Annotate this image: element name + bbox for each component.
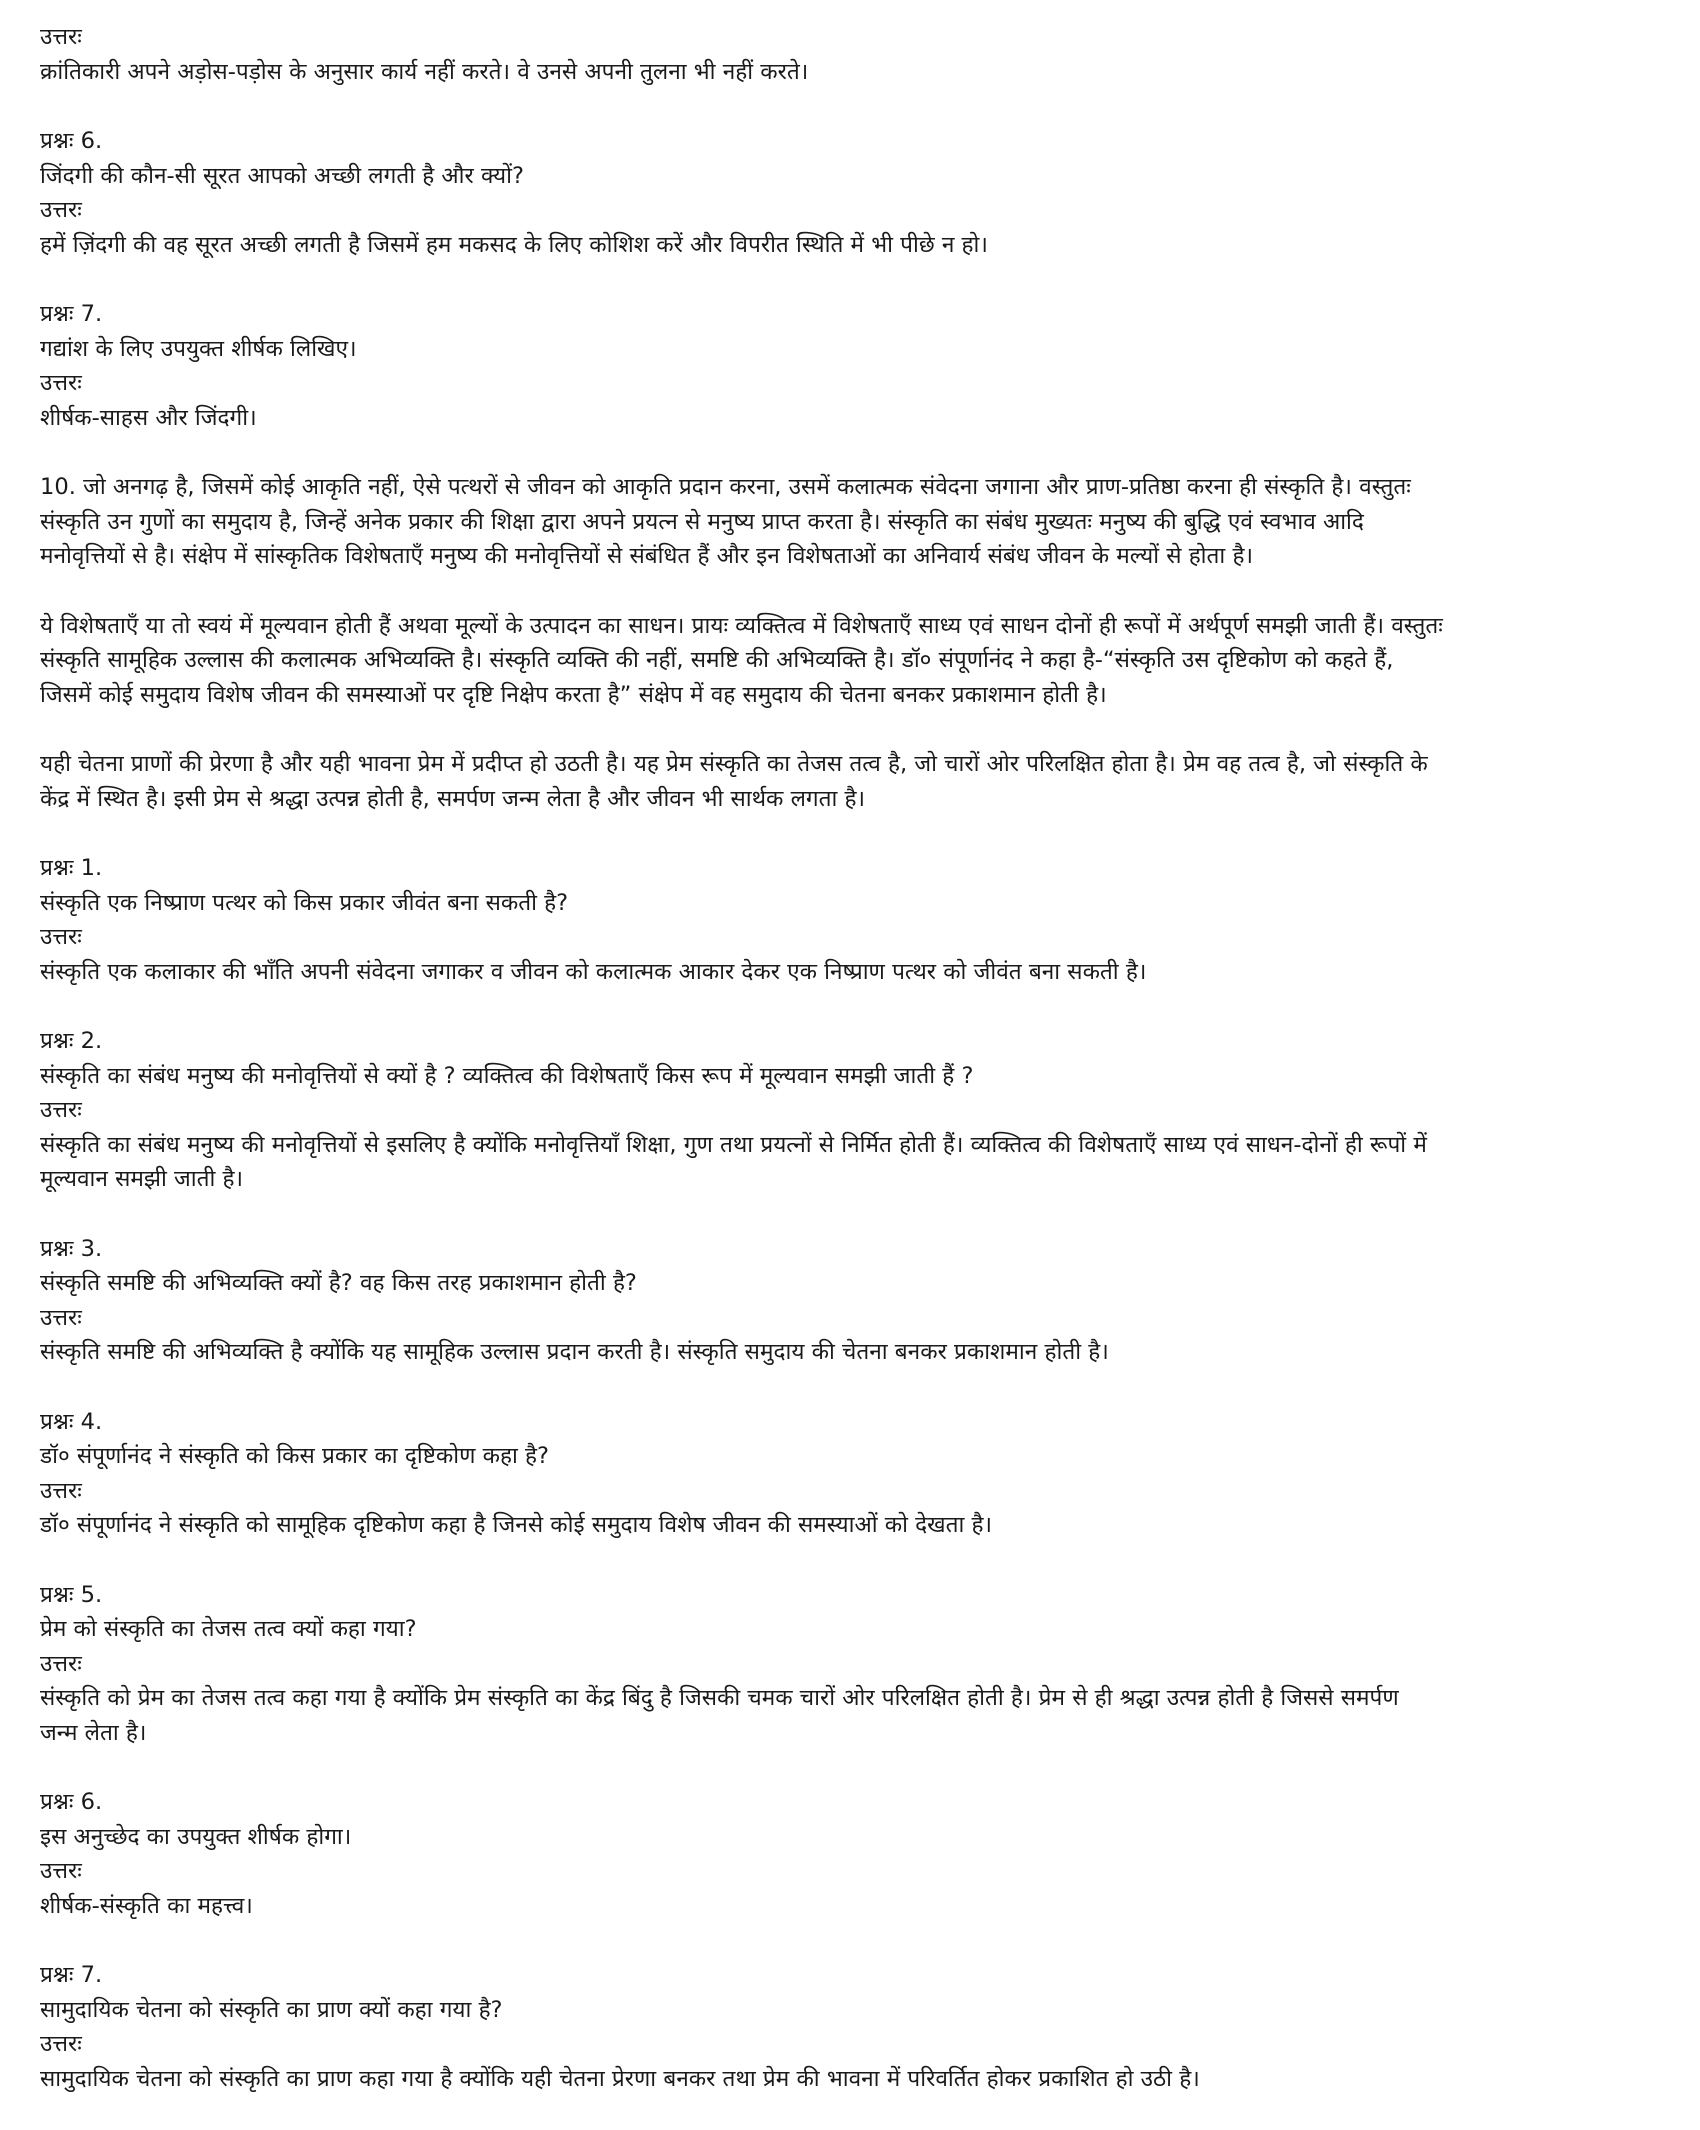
- question-number: प्रश्नः 1.: [40, 855, 103, 881]
- question-answer-block: [40, 1024, 1665, 1197]
- question-number: प्रश्नः 6.: [40, 128, 103, 154]
- question-text: संस्कृति एक निष्प्राण पत्थर को किस प्रकार जीवंत बना सकती है?: [40, 889, 569, 916]
- question-number: प्रश्नः 4.: [40, 1408, 103, 1435]
- question-answer-block: [40, 851, 1665, 989]
- block-spacer: [40, 816, 1665, 851]
- answer-text: संस्कृति एक कलाकार की भाँति अपनी संवेदना जगाकर व जीवन को कलात्मक आकार देकर एक निष्प्राण पत्थर को जीवंत बना सकती है।: [40, 958, 1147, 985]
- answer-label: उत्तरः: [40, 1650, 82, 1677]
- passage-paragraph: [40, 609, 1665, 713]
- question-number: प्रश्नः 3.: [40, 1235, 103, 1262]
- answer-label: उत्तरः: [40, 1477, 82, 1504]
- answer-text: शीर्षक-साहस और जिंदगी।: [40, 404, 257, 431]
- answer-text: मूल्यवान समझी जाती है।: [40, 1166, 244, 1192]
- question-number: प्रश्नः 5.: [40, 1581, 103, 1608]
- question-answer-block: [40, 1232, 1665, 1370]
- answer-text: संस्कृति को प्रेम का तेजस तत्व कहा गया है क्योंकि प्रेम संस्कृति का केंद्र बिंदु है जिसकी चमक चारों ओर परिलक्षित होती है। प्रेम से ही श्रद्धा उत्पन्न होती है जिससे समर्पण: [40, 1685, 1399, 1711]
- question-text: संस्कृति का संबंध मनुष्य की मनोवृत्तियों से क्यों है ? व्यक्तित्व की विशेषताएँ किस रूप में मूल्यवान समझी जाती हैं ?: [40, 1062, 974, 1089]
- answer-text: डॉ० संपूर्णानंद ने संस्कृति को सामूहिक दृष्टिकोण कहा है जिनसे कोई समुदाय विशेष जीवन की समस्याओं को देखता है।: [40, 1512, 993, 1538]
- passage-line: संस्कृति उन गुणों का समुदाय है, जिन्हें अनेक प्रकार की शिक्षा द्वारा अपने प्रयत्न से मनुष्य प्राप्त करता है। संस्कृति का संबंध मुख्यतः मनुष्य की बुद्धि एवं स्वभाव आदि: [40, 508, 1364, 535]
- document-page: [40, 20, 1665, 2096]
- question-answer-block: [40, 297, 1665, 435]
- answer-text: सामुदायिक चेतना को संस्कृति का प्राण कहा गया है क्योंकि यही चेतना प्रेरणा बनकर तथा प्रेम की भावना में परिवर्तित होकर प्रकाशित हो उठी है।: [40, 2065, 1200, 2092]
- answer-label: उत्तरः: [40, 1858, 82, 1884]
- question-text: प्रेम को संस्कृति का तेजस तत्व क्यों कहा गया?: [40, 1616, 417, 1642]
- block-spacer: [40, 574, 1665, 609]
- passage-line: केंद्र में स्थित है। इसी प्रेम से श्रद्धा उत्पन्न होती है, समर्पण जन्म लेता है और जीवन भी सार्थक लगता है।: [40, 785, 866, 812]
- question-answer-block: [40, 124, 1665, 262]
- block-spacer: [40, 1543, 1665, 1578]
- block-spacer: [40, 1923, 1665, 1958]
- question-text: सामुदायिक चेतना को संस्कृति का प्राण क्यों कहा गया है?: [40, 1996, 503, 2023]
- answer-text: क्रांतिकारी अपने अड़ोस-पड़ोस के अनुसार कार्य नहीं करते। वे उनसे अपनी तुलना भी नहीं करते।: [40, 58, 809, 85]
- answer-text: जन्म लेता है।: [40, 1719, 147, 1746]
- question-text: जिंदगी की कौन-सी सूरत आपको अच्छी लगती है और क्यों?: [40, 162, 524, 189]
- question-answer-block: [40, 1785, 1665, 1923]
- block-spacer: [40, 989, 1665, 1024]
- answer-label: उत्तरः: [40, 924, 82, 950]
- block-spacer: [40, 435, 1665, 470]
- question-number: प्रश्नः 6.: [40, 1789, 103, 1815]
- answer-label: उत्तरः: [40, 370, 82, 396]
- question-number: प्रश्नः 2.: [40, 1028, 103, 1054]
- passage-line: यही चेतना प्राणों की प्रेरणा है और यही भावना प्रेम में प्रदीप्त हो उठती है। यह प्रेम संस्कृति का तेजस तत्व है, जो चारों ओर परिलक्षित होता है। प्रेम वह तत्व है, जो संस्कृति के: [40, 751, 1428, 777]
- block-spacer: [40, 1750, 1665, 1785]
- answer-text: संस्कृति का संबंध मनुष्य की मनोवृत्तियों से इसलिए है क्योंकि मनोवृत्तियाँ शिक्षा, गुण तथा प्रयत्नों से निर्मित होती हैं। व्यक्तित्व की विशेषताएँ साध्य एवं साधन-दोनों ही रूपों में: [40, 1131, 1427, 1158]
- passage-line: ये विशेषताएँ या तो स्वयं में मूल्यवान होती हैं अथवा मूल्यों के उत्पादन का साधन। प्रायः व्यक्तित्व में विशेषताएँ साध्य एवं साधन दोनों ही रूपों में अर्थपूर्ण समझी जाती हैं। वस्तुतः: [40, 612, 1443, 639]
- block-spacer: [40, 712, 1665, 747]
- question-text: डॉ० संपूर्णानंद ने संस्कृति को किस प्रकार का दृष्टिकोण कहा है?: [40, 1443, 549, 1469]
- passage-line: जिसमें कोई समुदाय विशेष जीवन की समस्याओं पर दृष्टि निक्षेप करता है” संक्षेप में वह समुदाय की चेतना बनकर प्रकाशमान होती है।: [40, 681, 1107, 708]
- passage-paragraph: [40, 747, 1665, 816]
- question-answer-block: [40, 1405, 1665, 1543]
- block-spacer: [40, 1370, 1665, 1405]
- question-number: प्रश्नः 7.: [40, 301, 103, 327]
- block-spacer: [40, 1197, 1665, 1232]
- answer-label: उत्तरः: [40, 1304, 82, 1331]
- passage-paragraph: [40, 470, 1665, 574]
- answer-block: [40, 20, 1665, 89]
- answer-text: संस्कृति समष्टि की अभिव्यक्ति है क्योंकि यह सामूहिक उल्लास प्रदान करती है। संस्कृति समुदाय की चेतना बनकर प्रकाशमान होती है।: [40, 1339, 1109, 1365]
- answer-text: हमें ज़िंदगी की वह सूरत अच्छी लगती है जिसमें हम मकसद के लिए कोशिश करें और विपरीत स्थिति में भी पीछे न हो।: [40, 231, 988, 258]
- question-text: संस्कृति समष्टि की अभिव्यक्ति क्यों है? वह किस तरह प्रकाशमान होती है?: [40, 1270, 637, 1296]
- passage-line: मनोवृत्तियों से है। संक्षेप में सांस्कृतिक विशेषताएँ मनुष्य की मनोवृत्तियों से संबंधित हैं और इन विशेषताओं का अनिवार्य संबंध जीवन के मल्यों से होता है।: [40, 543, 1254, 569]
- question-number: प्रश्नः 7.: [40, 1962, 103, 1988]
- passage-line: 10. जो अनगढ़ है, जिसमें कोई आकृति नहीं, ऐसे पत्थरों से जीवन को आकृति प्रदान करना, उसमें कलात्मक संवेदना जगाना और प्राण-प्रतिष्ठा करना ही संस्कृति है। वस्तुतः: [40, 474, 1411, 500]
- block-spacer: [40, 262, 1665, 297]
- question-text: गद्यांश के लिए उपयुक्त शीर्षक लिखिए।: [40, 335, 357, 362]
- answer-label: उत्तरः: [40, 2031, 82, 2057]
- answer-text: शीर्षक-संस्कृति का महत्त्व।: [40, 1892, 253, 1919]
- question-answer-block: [40, 1578, 1665, 1751]
- question-answer-block: [40, 1958, 1665, 2096]
- answer-label: उत्तरः: [40, 24, 82, 50]
- block-spacer: [40, 89, 1665, 124]
- answer-label: उत्तरः: [40, 197, 82, 223]
- answer-label: उत्तरः: [40, 1097, 82, 1123]
- question-text: इस अनुच्छेद का उपयुक्त शीर्षक होगा।: [40, 1823, 352, 1850]
- passage-line: संस्कृति सामूहिक उल्लास की कलात्मक अभिव्यक्ति है। संस्कृति व्यक्ति की नहीं, समष्टि की अभिव्यक्ति है। डॉ० संपूर्णानंद ने कहा है-“संस्कृति उस दृष्टिकोण को कहते हैं,: [40, 647, 1394, 673]
